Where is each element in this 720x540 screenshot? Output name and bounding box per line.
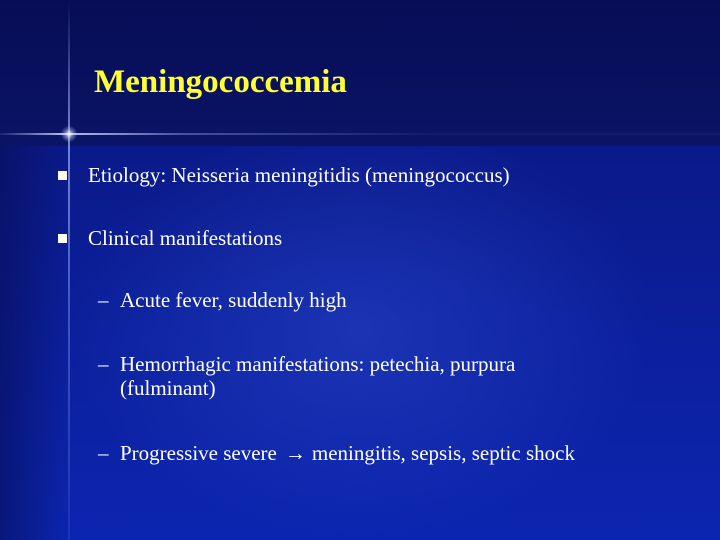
sub-bullet-text: Acute fever, suddenly high (120, 288, 347, 312)
horizontal-accent-line (0, 133, 720, 135)
sparkle-icon (61, 126, 77, 142)
slide-title: Meningococcemia (94, 64, 347, 100)
bullet-text: Etiology: Neisseria meningitidis (meningococcus) (88, 163, 510, 187)
sub-bullet-text (120, 441, 640, 465)
text-before-arrow: Progressive severe (120, 441, 277, 465)
square-bullet-icon (58, 171, 67, 180)
right-arrow-icon: → (284, 441, 306, 465)
text-after-arrow: meningitis, sepsis, septic shock (311, 441, 575, 465)
vertical-accent-line (68, 0, 70, 540)
bullet-text: Clinical manifestations (88, 226, 283, 250)
dash-bullet-icon: – (98, 352, 109, 376)
dash-bullet-icon: – (98, 288, 109, 312)
dash-bullet-icon: – (98, 441, 109, 465)
left-strip (0, 146, 68, 540)
sub-bullet-text: Hemorrhagic manifestations: petechia, purpura (fulminant) (120, 352, 516, 400)
square-bullet-icon (58, 234, 67, 243)
